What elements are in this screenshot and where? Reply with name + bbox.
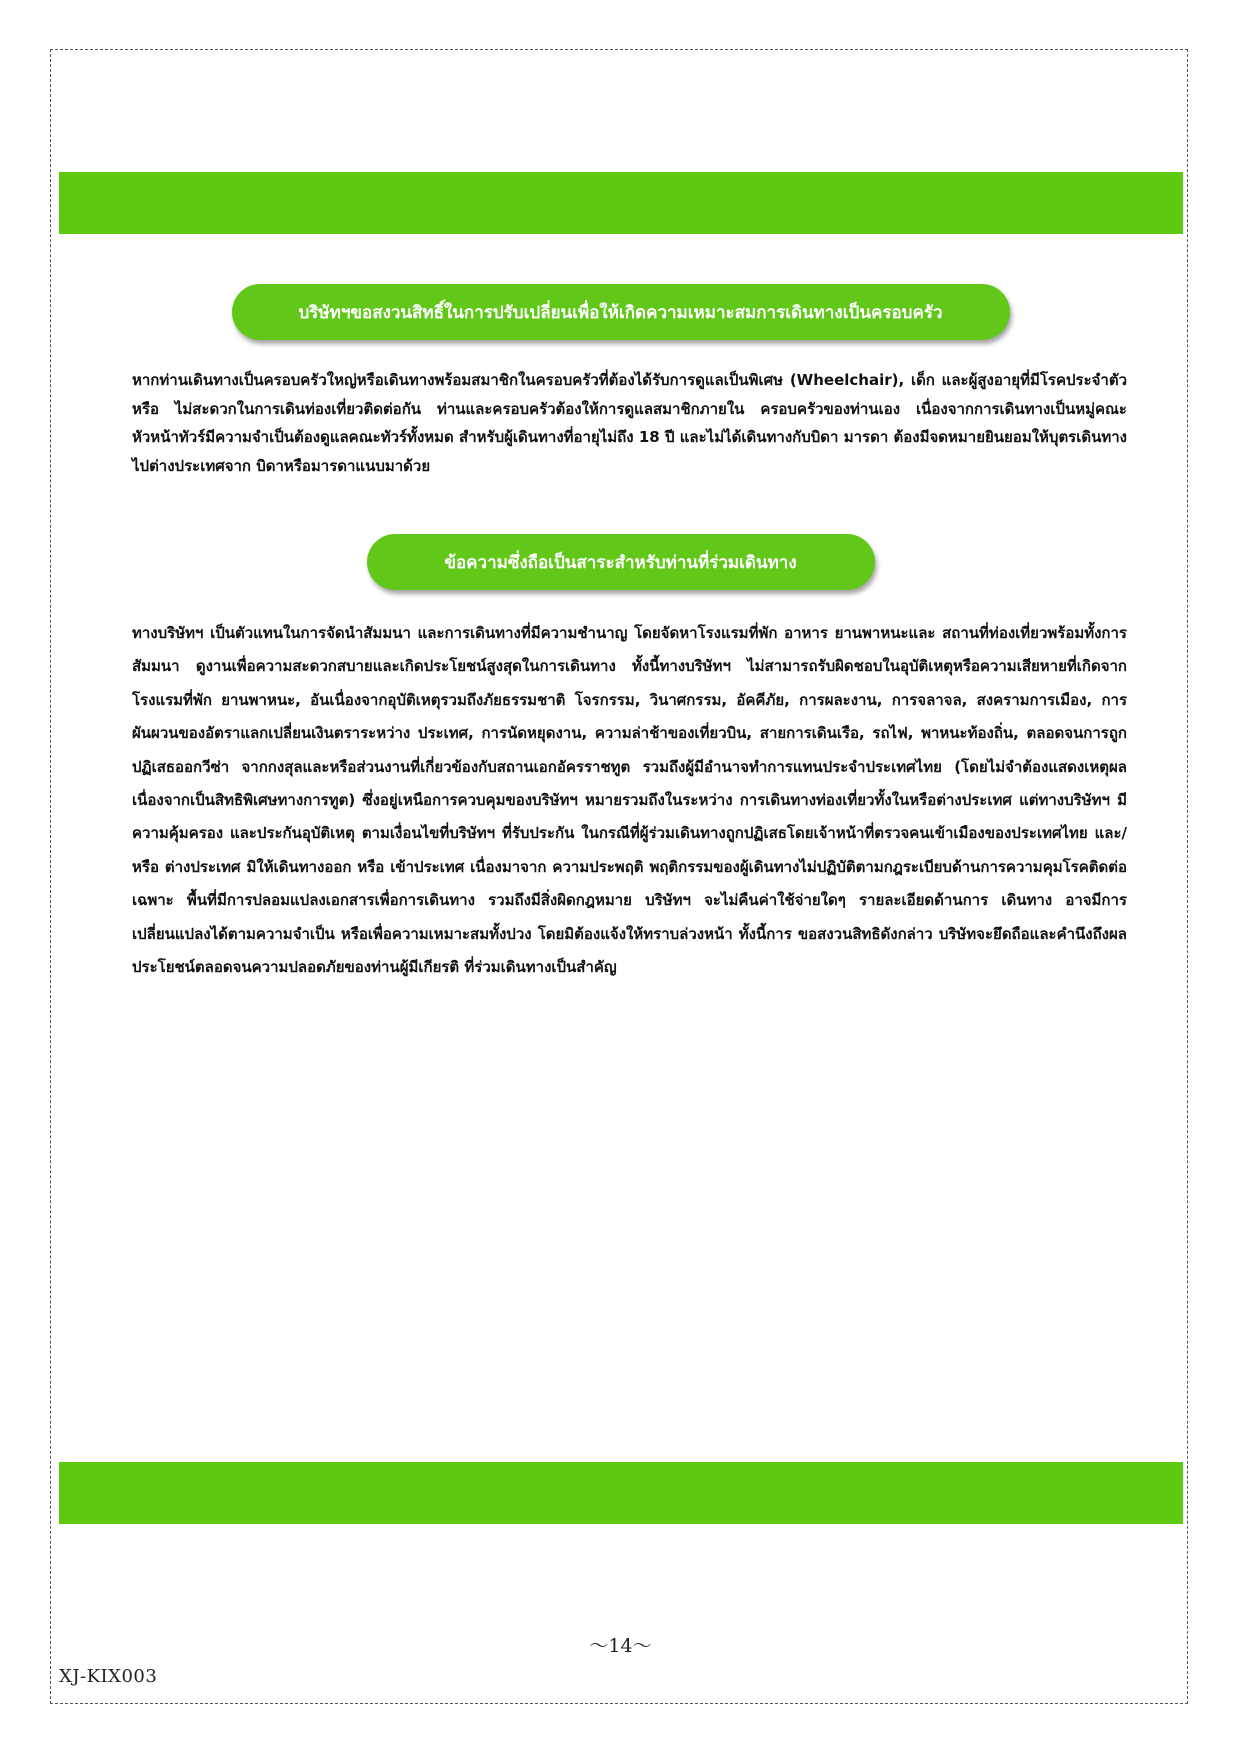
- section-heading-important-notice: [367, 534, 875, 590]
- important-notice-paragraph: ทางบริษัทฯ เป็นตัวแทนในการจัดนำสัมมนา และการเดินทางที่มีความชำนาญ โดยจัดหาโรงแรมที่พัก อาหาร ยานพาหนะและ สถานที่ท่องเที่ยวพร้อมทั้งการสัมมนา ดูงานเพื่อความสะดวกสบายและเกิดประโยชน์สูงสุดในการเดินทาง ทั้งนี้ทางบริษัทฯ ไม่สามารถรับผิดชอบในอุบัติเหตุหรือความเสียหายที่เกิดจากโรงแรมที่พัก ยานพาหนะ, อันเนื่องจากอุบัติเหตุรวมถึงภัยธรรมชาติ โจรกรรม, วินาศกรรม, อัคคีภัย, การผละงาน, การจลาจล, สงครามการเมือง, การผันผวนของอัตราแลกเปลี่ยนเงินตราระหว่าง ประเทศ, การนัดหยุดงาน, ความล่าช้าของเที่ยวบิน, สายการเดินเรือ, รถไฟ, พาหนะท้องถิ่น, ตลอดจนการถูกปฏิเสธออกวีซ่า จากกงสุลและหรือส่วนงานที่เกี่ยวข้องกับสถานเอกอัครราชทูต รวมถึงผู้มีอำนาจทำการแทนประจำประเทศไทย (โดยไม่จำต้องแสดงเหตุผล เนื่องจากเป็นสิทธิพิเศษทางการทูต) ซึ่งอยู่เหนือการควบคุมของบริษัทฯ หมายรวมถึงในระหว่าง การเดินทางท่องเที่ยวทั้งในหรือต่างประเทศ แต่ทางบริษัทฯ มีความคุ้มครอง และประกันอุบัติเหตุ ตามเงื่อนไขที่บริษัทฯ ที่รับประกัน ในกรณีที่ผู้ร่วมเดินทางถูกปฏิเสธโดยเจ้าหน้าที่ตรวจคนเข้าเมืองของประเทศไทย และ/หรือ ต่างประเทศ มิให้เดินทางออก หรือ เข้าประเทศ เนื่องมาจาก ความประพฤติ พฤติกรรมของผู้เดินทางไม่ปฏิบัติตามกฎระเบียบด้านการความคุมโรคติดต่อเฉพาะ พื้นที่มีการปลอมแปลงเอกสารเพื่อการเดินทาง รวมถึงมีสิ่งผิดกฎหมาย บริษัทฯ จะไม่คืนค่าใช้จ่ายใดๆ รายละเอียดด้านการ เดินทาง อาจมีการเปลี่ยนแปลงได้ตามความจำเป็น หรือเพื่อความเหมาะสมทั้งปวง โดยมิต้องแจ้งให้ทราบล่วงหน้า ทั้งนี้การ ขอสงวนสิทธิดังกล่าว บริษัทจะยึดถือและคำนึงถึงผลประโยชน์ตลอดจนความปลอดภัยของท่านผู้มีเกียรติ ที่ร่วมเดินทางเป็นสำคัญ: [132, 624, 1127, 977]
- bottom-green-banner: [59, 1462, 1183, 1524]
- page-number: ～14～: [589, 1635, 652, 1657]
- document-code: XJ-KIX003: [59, 1666, 158, 1687]
- section-heading-text: ข้อความซึ่งถือเป็นสาระสำหรับท่านที่ร่วมเดินทาง: [444, 552, 797, 573]
- section-heading-family-travel: [232, 284, 1010, 340]
- section-heading-text: บริษัทฯขอสงวนสิทธิ์ในการปรับเปลี่ยนเพื่อให้เกิดความเหมาะสมการเดินทางเป็นครอบครัว: [298, 302, 943, 323]
- family-travel-paragraph: หากท่านเดินทางเป็นครอบครัวใหญ่หรือเดินทางพร้อมสมาชิกในครอบครัวที่ต้องได้รับการดูแลเป็นพิเศษ (Wheelchair), เด็ก และผู้สูงอายุที่มีโรคประจำตัว หรือ ไม่สะดวกในการเดินท่องเที่ยวติดต่อกัน ท่านและครอบครัวต้องให้การดูแลสมาชิกภายใน ครอบครัวของท่านเอง เนื่องจากการเดินทางเป็นหมู่คณะ หัวหน้าทัวร์มีความจำเป็นต้องดูแลคณะทัวร์ทั้งหมด สำหรับผู้เดินทางที่อายุไม่ถึง 18 ปี และไม่ได้เดินทางกับบิดา มารดา ต้องมีจดหมายยินยอมให้บุตรเดินทางไปต่างประเทศจาก บิดาหรือมารดาแนบมาด้วย: [132, 371, 1127, 475]
- top-green-banner: [59, 172, 1183, 234]
